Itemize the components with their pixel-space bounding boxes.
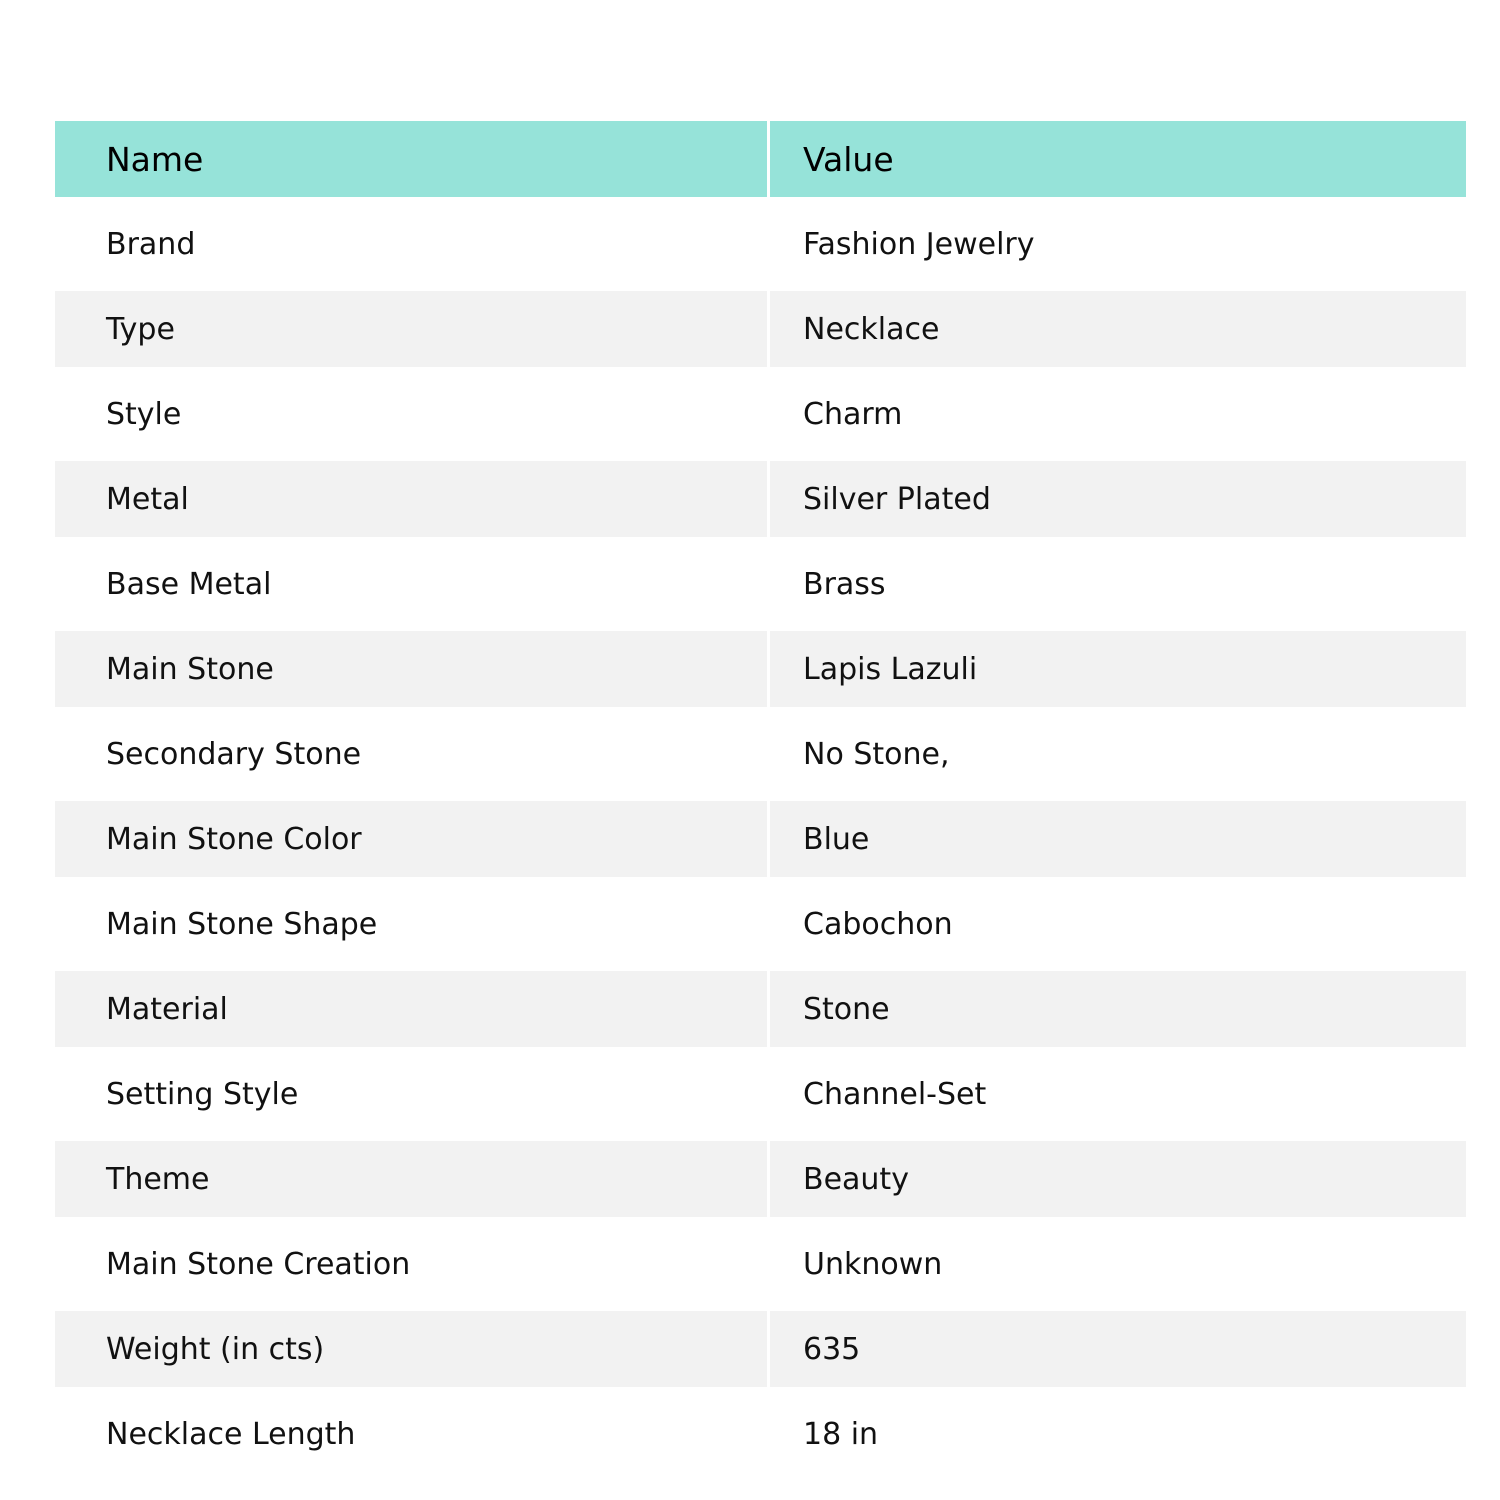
row-name-cell: Secondary Stone xyxy=(106,736,362,772)
row-name-cell: Weight (in cts) xyxy=(55,1311,767,1387)
table-row xyxy=(55,1047,1466,1141)
row-name-cell: Material xyxy=(55,971,767,1047)
table-row xyxy=(55,537,1466,631)
row-value-cell: Blue xyxy=(767,801,1466,877)
row-name-cell: Theme xyxy=(55,1141,767,1217)
row-name-cell: Metal xyxy=(55,461,767,537)
row-name-cell: Main Stone xyxy=(55,631,767,707)
row-name-cell: Brand xyxy=(106,226,196,262)
row-name-cell: Base Metal xyxy=(106,566,272,602)
row-value-cell: No Stone, xyxy=(767,707,1466,801)
row-name-cell: Main Stone Shape xyxy=(106,906,378,942)
row-value-cell: Brass xyxy=(767,537,1466,631)
table-row xyxy=(55,197,1466,291)
row-value-cell: Fashion Jewelry xyxy=(767,197,1466,291)
row-name-cell: Necklace Length xyxy=(106,1416,356,1452)
row-value-cell: Charm xyxy=(767,367,1466,461)
table-row xyxy=(55,1311,1466,1387)
column-header-name: Name xyxy=(55,121,767,197)
row-name-cell: Type xyxy=(55,291,767,367)
table-row xyxy=(55,877,1466,971)
table-header xyxy=(55,121,1466,197)
row-value-cell: Silver Plated xyxy=(767,461,1466,537)
row-value-cell: Necklace xyxy=(767,291,1466,367)
table-row xyxy=(55,1141,1466,1217)
row-value-cell: Channel-Set xyxy=(767,1047,1466,1141)
row-value-cell: 18 in xyxy=(767,1387,1466,1481)
row-value-cell: Unknown xyxy=(767,1217,1466,1311)
table-row xyxy=(55,291,1466,367)
row-name-cell: Style xyxy=(106,396,182,432)
row-name-cell: Main Stone Creation xyxy=(106,1246,411,1282)
row-value-cell: Beauty xyxy=(767,1141,1466,1217)
header-row xyxy=(55,121,1466,197)
table-row xyxy=(55,801,1466,877)
table-row xyxy=(55,971,1466,1047)
table-row xyxy=(55,461,1466,537)
column-header-value: Value xyxy=(767,121,1466,197)
table-row xyxy=(55,631,1466,707)
row-value-cell: Stone xyxy=(767,971,1466,1047)
row-value-cell: 635 xyxy=(767,1311,1466,1387)
table-row xyxy=(55,1217,1466,1311)
table-row xyxy=(55,1387,1466,1481)
row-name-cell: Main Stone Color xyxy=(55,801,767,877)
table-body xyxy=(55,197,1466,1481)
row-value-cell: Lapis Lazuli xyxy=(767,631,1466,707)
table-row xyxy=(55,367,1466,461)
specifications-table xyxy=(55,121,1466,1481)
row-name-cell: Setting Style xyxy=(106,1076,299,1112)
table-row xyxy=(55,707,1466,801)
row-value-cell: Cabochon xyxy=(767,877,1466,971)
